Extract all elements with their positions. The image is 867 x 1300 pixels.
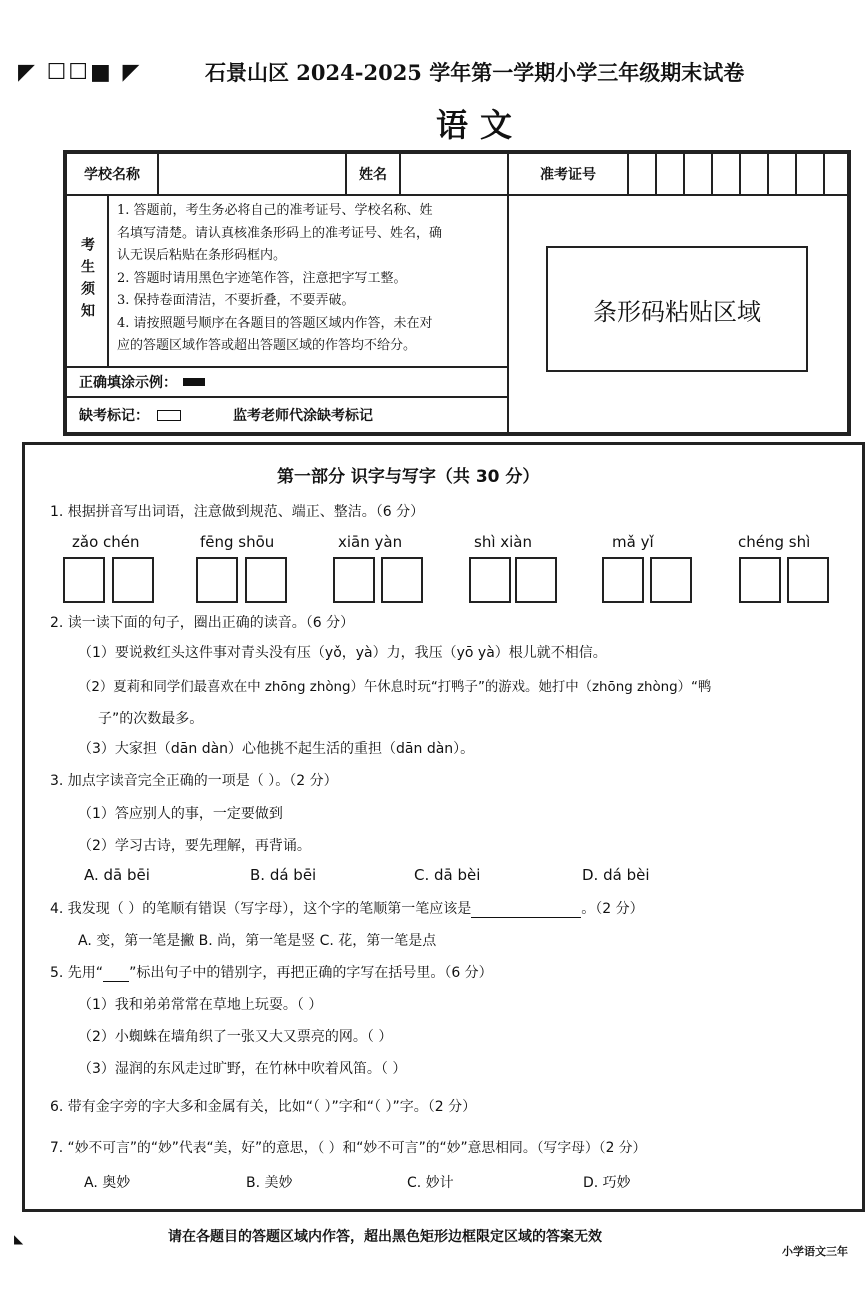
question-4 bbox=[50, 898, 644, 918]
character-box[interactable] bbox=[196, 557, 238, 603]
section-title: 第一部分 识字与写字（共 30 分） bbox=[277, 467, 540, 487]
pinyin: xiān yàn bbox=[338, 533, 403, 551]
question-5-text-b: ”标出句子中的错别字，再把正确的字写在括号里。（6 分） bbox=[129, 965, 493, 981]
notice-line: 1. 答题前，考生务必将自己的准考证号、学校名称、姓 bbox=[117, 203, 433, 218]
corner-mark-icon: ◣ bbox=[14, 1232, 24, 1246]
sentence: （1）要说救红头这件事对青头没有压（yǒ，yà）力，我压（yō yà）根儿就不相信。 bbox=[78, 645, 607, 661]
alignment-marks: ◤ ☐☐■ ◤ bbox=[18, 60, 142, 85]
question-5-text-a: 5. 先用“ bbox=[50, 965, 104, 981]
character-box[interactable] bbox=[245, 557, 287, 603]
absent-label: 缺考标记： bbox=[79, 408, 149, 424]
character-box[interactable] bbox=[63, 557, 105, 603]
pinyin: zǎo chén bbox=[72, 533, 140, 551]
footer-note: 请在各题目的答题区域内作答，超出黑色矩形边框限定区域的答案无效 bbox=[168, 1229, 602, 1245]
exam-id-digit[interactable] bbox=[656, 153, 684, 195]
pinyin: chéng shì bbox=[738, 533, 811, 551]
page-info: 小学语文三年 bbox=[782, 1245, 848, 1258]
exam-title: 石景山区 2024-2025 学年第一学期小学三年级期末试卷 bbox=[205, 60, 745, 85]
absent-checkbox[interactable] bbox=[157, 410, 181, 421]
question-4-text: 4. 我发现（ ）的笔顺有错误（写字母），这个字的笔顺第一笔应该是 bbox=[50, 901, 472, 917]
sentence: （3）大家担（dān dàn）心他挑不起生活的重担（dān dàn）。 bbox=[78, 741, 475, 757]
character-box[interactable] bbox=[469, 557, 511, 603]
subject-title: 语文 bbox=[436, 106, 525, 144]
character-box[interactable] bbox=[515, 557, 557, 603]
option[interactable]: D. 巧妙 bbox=[583, 1175, 631, 1191]
name-label: 姓名 bbox=[359, 167, 387, 183]
underline-mark bbox=[103, 965, 129, 982]
option[interactable]: A. dā bēi bbox=[84, 866, 150, 884]
pinyin: fēng shōu bbox=[200, 533, 275, 551]
sentence: （3）湿润的东风走过旷野，在竹林中吹着风笛。（ ） bbox=[78, 1061, 407, 1077]
character-box[interactable] bbox=[333, 557, 375, 603]
exam-id-label: 准考证号 bbox=[540, 167, 596, 183]
question-4-tail: 。（2 分） bbox=[581, 901, 644, 917]
notice-line: 3. 保持卷面清洁，不要折叠，不要弄破。 bbox=[117, 293, 355, 308]
option[interactable]: B. dá bēi bbox=[250, 866, 317, 884]
character-box[interactable] bbox=[739, 557, 781, 603]
question-6: 6. 带有金字旁的字大多和金属有关，比如“（ ）”字和“（ ）”字。（2 分） bbox=[50, 1099, 477, 1115]
answer-blank[interactable] bbox=[471, 901, 581, 918]
pinyin: shì xiàn bbox=[474, 533, 533, 551]
option[interactable]: C. dā bèi bbox=[414, 866, 481, 884]
option[interactable]: A. 奥妙 bbox=[84, 1175, 131, 1191]
character-box[interactable] bbox=[650, 557, 692, 603]
exam-id-digit[interactable] bbox=[796, 153, 824, 195]
fill-example-label: 正确填涂示例： bbox=[79, 375, 177, 391]
fill-example-row bbox=[66, 367, 508, 397]
exam-id-digit[interactable] bbox=[628, 153, 656, 195]
name-field[interactable] bbox=[400, 153, 508, 195]
notice-line: 4. 请按照题号顺序在各题目的答题区域内作答，未在对 bbox=[117, 315, 433, 331]
exam-id-digit[interactable] bbox=[824, 153, 848, 195]
filled-mark-icon bbox=[183, 378, 205, 386]
school-label-cell bbox=[66, 153, 158, 195]
sentence: （1）我和弟弟常常在草地上玩耍。（ ） bbox=[78, 997, 323, 1013]
sentence: （2）学习古诗，要先理解，再背诵。 bbox=[78, 838, 311, 854]
option[interactable]: D. dá bèi bbox=[582, 866, 650, 884]
name-label-cell bbox=[346, 153, 400, 195]
absent-note: 监考老师代涂缺考标记 bbox=[233, 408, 373, 424]
character-box[interactable] bbox=[602, 557, 644, 603]
option[interactable]: B. 美妙 bbox=[246, 1175, 293, 1191]
sentence: （2）夏莉和同学们最喜欢在中 zhōng zhòng）午休息时玩“打鸭子”的游戏。她打中（zhōng zhòng）“鸭 bbox=[78, 680, 712, 695]
options: A. 变，第一笔是撇 B. 尚，第一笔是竖 C. 花，第一笔是点 bbox=[78, 933, 437, 949]
sentence: 子”的次数最多。 bbox=[98, 711, 204, 727]
exam-id-digit[interactable] bbox=[768, 153, 796, 195]
sentence: （2）小蜘蛛在墙角织了一张又大又票亮的网。（ ） bbox=[78, 1029, 393, 1045]
school-label: 学校名称 bbox=[84, 167, 140, 183]
exam-id-digit[interactable] bbox=[740, 153, 768, 195]
sentence: （1）答应别人的事，一定要做到 bbox=[78, 806, 283, 822]
pinyin: mǎ yǐ bbox=[612, 533, 654, 551]
exam-id-digit[interactable] bbox=[684, 153, 712, 195]
barcode-area: 条形码粘贴区域 bbox=[546, 246, 808, 372]
question-1: 1. 根据拼音写出词语，注意做到规范、端正、整洁。（6 分） bbox=[50, 504, 425, 520]
notice-line: 2. 答题时请用黑色字迹笔作答，注意把字写工整。 bbox=[117, 270, 407, 286]
school-field[interactable] bbox=[158, 153, 346, 195]
question-5 bbox=[50, 962, 493, 982]
option[interactable]: C. 妙计 bbox=[407, 1175, 454, 1191]
notice-label-cell bbox=[66, 195, 108, 367]
question-7: 7. “妙不可言”的“妙”代表“美，好”的意思，（ ）和“妙不可言”的“妙”意思相同。（写字母）（2 分） bbox=[50, 1140, 647, 1156]
notice-content bbox=[108, 195, 508, 367]
exam-id-digit[interactable] bbox=[712, 153, 740, 195]
question-3: 3. 加点字读音完全正确的一项是（ ）。（2 分） bbox=[50, 773, 338, 789]
character-box[interactable] bbox=[112, 557, 154, 603]
question-2: 2. 读一读下面的句子，圈出正确的读音。（6 分） bbox=[50, 615, 355, 631]
notice-label: 考生须知 bbox=[79, 237, 95, 325]
exam-id-label-cell bbox=[508, 153, 628, 195]
absent-row bbox=[66, 397, 508, 433]
notice-line: 应的答题区域作答或超出答题区域的作答均不给分。 bbox=[117, 338, 417, 353]
character-box[interactable] bbox=[381, 557, 423, 603]
notice-line: 名填写清楚。请认真核准条形码上的准考证号、姓名，确 bbox=[117, 225, 443, 241]
character-box[interactable] bbox=[787, 557, 829, 603]
notice-line: 认无误后粘贴在条形码框内。 bbox=[117, 248, 287, 263]
